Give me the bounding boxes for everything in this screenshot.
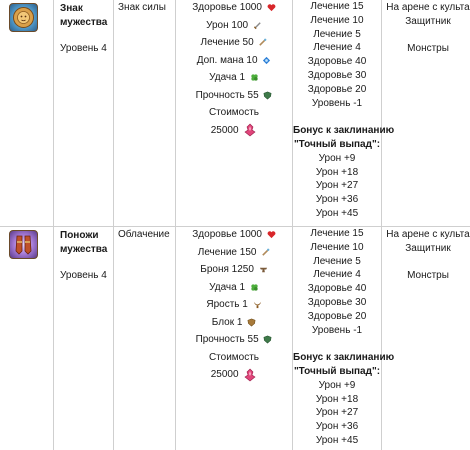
spell-value: Урон +9 [318, 379, 356, 391]
item-type: Облачение [118, 229, 170, 240]
bonus-line: Лечение 10 [310, 14, 364, 26]
stat-cost-label: Стоимость [208, 351, 260, 363]
spacer [293, 110, 381, 124]
source-text: Защитник [405, 16, 451, 27]
item-level: Уровень 4 [60, 43, 107, 54]
spell-value: Урон +27 [315, 180, 359, 192]
bonus-line: Здоровье 20 [307, 310, 367, 322]
source-text: Монстры [407, 270, 449, 281]
spell-value: Урон +18 [315, 166, 359, 178]
stat-armor: Броня 1250 [176, 261, 292, 279]
item-level: Уровень 4 [60, 270, 107, 281]
upgrade-bonuses [293, 0, 395, 221]
stat-cost-value: 25000 [176, 122, 292, 140]
stat-block: Блок 1 [176, 314, 292, 332]
spell-value: Урон +45 [315, 434, 359, 446]
bonus-line: Здоровье 40 [307, 283, 367, 295]
spell-value: Урон +27 [315, 407, 359, 419]
stat-health: Здоровье 1000 [176, 0, 292, 17]
stat-extra-mana: Доп. мана 10 [176, 52, 292, 70]
bonus-line: Уровень -1 [311, 97, 363, 109]
bonus-line: Лечение 15 [310, 1, 364, 12]
spacer [293, 337, 381, 351]
stats-list [176, 0, 292, 139]
bonus-line: Лечение 5 [313, 255, 361, 267]
stat-healing: Лечение 50 [176, 34, 292, 52]
spell-bonus-title: Бонус к заклинанию [293, 125, 395, 137]
shield-icon [263, 91, 272, 100]
spell-value: Урон +36 [315, 421, 359, 433]
spell-bonus-title: Бонус к заклинанию [293, 352, 395, 364]
potion-icon [261, 248, 270, 257]
bonus-line: Лечение 5 [313, 28, 361, 40]
stat-cost-value: 25000 [176, 366, 292, 384]
bonus-line: Здоровье 20 [307, 83, 367, 95]
bonus-line: Лечение 15 [310, 228, 364, 239]
upgrade-bonuses [293, 227, 395, 448]
spell-value: Урон +18 [315, 393, 359, 405]
item-type: Знак силы [118, 2, 166, 13]
spell-value: Урон +45 [315, 207, 359, 219]
stat-rage: Ярость 1 [176, 296, 292, 314]
table-row [0, 227, 470, 450]
clover-icon [250, 283, 259, 292]
greaves-icon [9, 230, 38, 259]
stat-health: Здоровье 1000 [176, 226, 292, 244]
sword-icon [253, 21, 262, 30]
bonus-line: Лечение 4 [313, 269, 361, 281]
stat-cost-label: Стоимость [208, 107, 260, 118]
item-name: Поножи мужества [60, 230, 108, 255]
source-text: Защитник [405, 243, 451, 254]
item-name: Знак мужества [60, 3, 108, 28]
bonus-line: Здоровье 40 [307, 56, 367, 68]
stat-durability: Прочность 55 [176, 87, 292, 105]
clover-icon [250, 73, 259, 82]
bonus-line: Лечение 10 [310, 241, 364, 253]
crystal-icon [243, 368, 257, 382]
shield-block-icon [247, 318, 256, 327]
heart-icon [267, 230, 276, 239]
spell-name: "Точный выпад": [293, 365, 381, 377]
heart-icon [267, 3, 276, 12]
shield-icon [263, 335, 272, 344]
potion-icon [258, 38, 267, 47]
source-text: Монстры [407, 43, 449, 54]
mana-icon [262, 56, 271, 65]
stat-damage: Урон 100 [176, 17, 292, 35]
stat-durability: Прочность 55 [176, 331, 292, 349]
spell-value: Урон +9 [318, 152, 356, 164]
horns-icon [253, 300, 262, 309]
bonus-line: Лечение 4 [313, 42, 361, 54]
crystal-icon [243, 123, 257, 137]
lion-emblem-icon [9, 3, 38, 32]
spell-value: Урон +36 [315, 194, 359, 206]
source-text: На арене с культа [386, 2, 470, 13]
stat-luck: Удача 1 [176, 279, 292, 297]
anvil-icon [259, 265, 268, 274]
bonus-line: Здоровье 30 [307, 69, 367, 81]
source-text: На арене с культа [386, 229, 470, 240]
stat-luck: Удача 1 [176, 69, 292, 87]
stats-list [176, 226, 292, 384]
bonus-line: Здоровье 30 [307, 296, 367, 308]
stat-healing: Лечение 150 [176, 244, 292, 262]
bonus-line: Уровень -1 [311, 324, 363, 336]
spell-name: "Точный выпад": [293, 138, 381, 150]
